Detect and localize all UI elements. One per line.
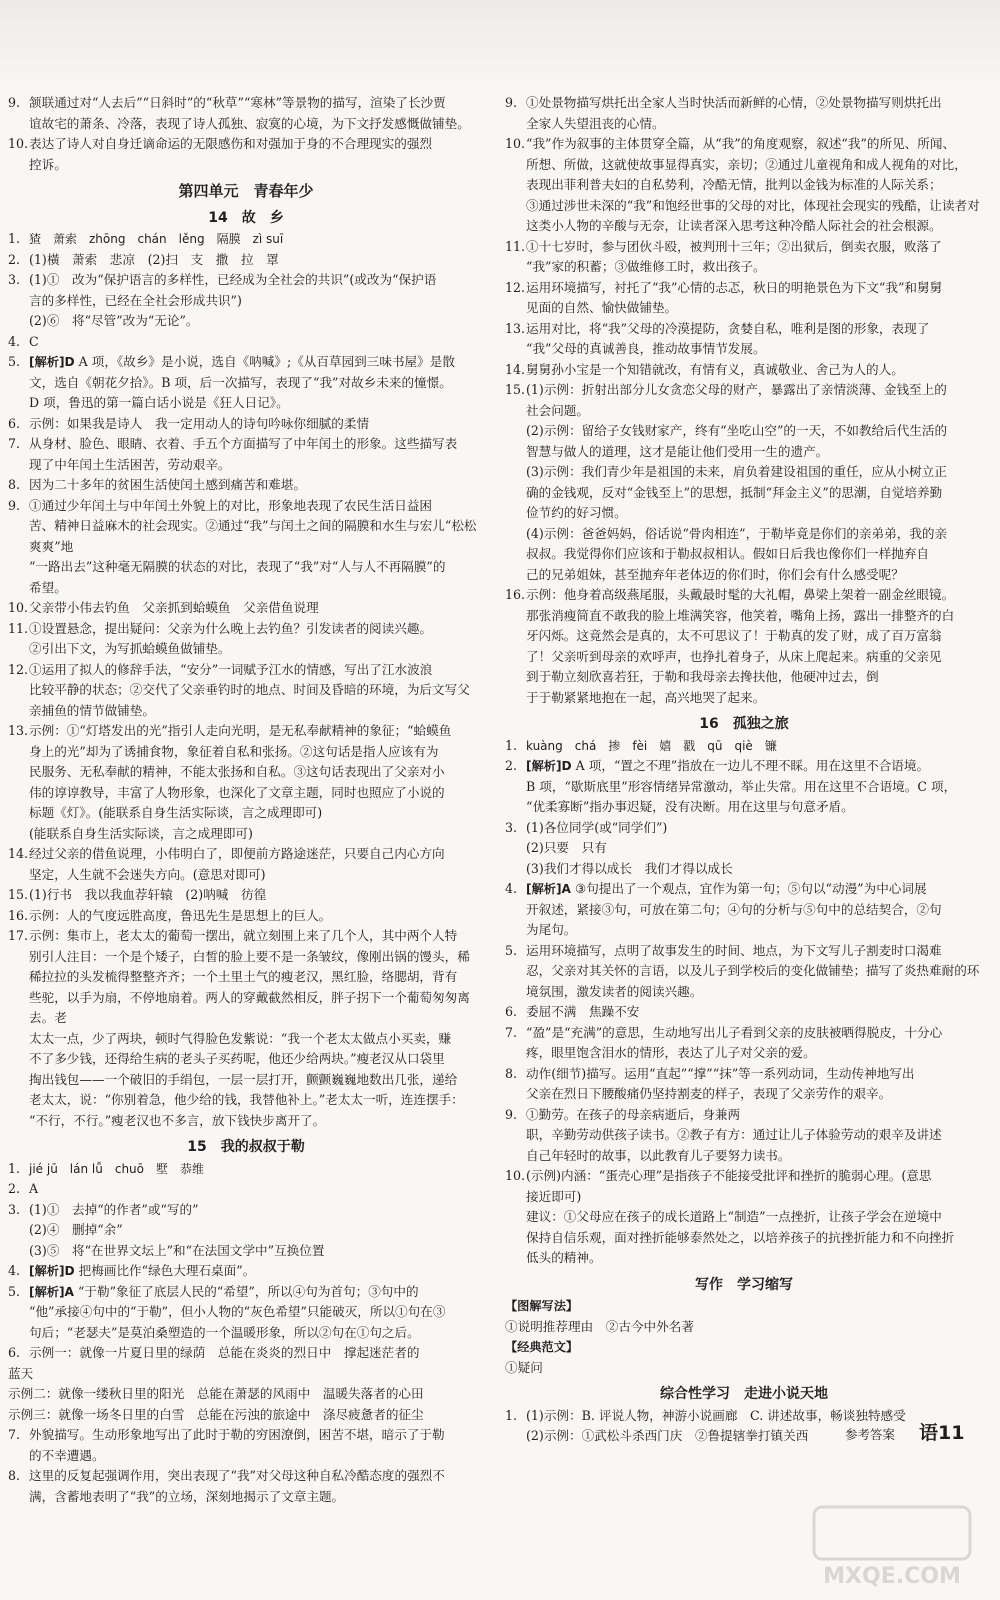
item-text: (1)① 去掉“的作者”或“写的”: [29, 1201, 199, 1217]
continuation-line: 己的兄弟姐妹，甚至抛弃年老体迈的你们时，你们会有什么感受呢？: [526, 566, 904, 582]
continuation-line: 些驼，以手为扇，不停地扇着。两人的穿戴截然相反，胖子拐下一个葡萄匆匆离去。老: [29, 989, 470, 1025]
section-heading: 16 孤独之旅: [699, 716, 789, 732]
continuation-line: 亲捕鱼的情节做铺垫。: [29, 702, 155, 718]
continuation-line: “我”父母的真诚善良，推动故事情节发展。: [526, 341, 766, 356]
item-text: 颔联通过对“人去后”“日斜时”的“秋草”“寒林”等景物的描写，渲染了长沙贾: [29, 95, 446, 110]
continuation-line: 掏出钱包——一个破旧的手绢包，一层一层打开，颤颤巍巍地数出几张，递给: [29, 1071, 458, 1087]
item-number: 16.: [8, 907, 29, 923]
item-text: (1)行书 我以我血荐轩辕 (2)呐喊 彷徨: [29, 887, 267, 902]
item-text-wrap: [29, 270, 484, 291]
item-text-wrap: [29, 250, 484, 271]
analysis-tag: [解析]D: [29, 1264, 75, 1278]
analysis-tag: [解析]A: [29, 1284, 74, 1299]
continuation-line: 伟的谆谆教导，丰富了人物形象，也深化了文章主题，同时也照应了小说的: [29, 784, 445, 800]
item-number: 3.: [505, 819, 518, 835]
continuation-line: 全家人失望沮丧的心情。: [526, 115, 665, 131]
continuation-line: 开叙述，紧接③句，可放在第二句；④句的分析与⑤句中的总结契合，②句: [526, 901, 942, 917]
section-heading: 14 故 乡: [208, 209, 284, 226]
item-text: ①勤劳。在孩子的母亲病逝后，身兼两: [526, 1106, 741, 1122]
item-number: 9.: [8, 497, 21, 513]
answer-item: [8, 496, 484, 517]
answer-item: [8, 844, 484, 865]
item-text-wrap: [29, 134, 484, 155]
item-text-wrap: [526, 879, 983, 900]
item-number: 2.: [8, 251, 21, 267]
continuation-line: 希望。: [29, 579, 67, 595]
item-text: ①十七岁时，参与团伙斗殴，被判刑十三年；②出狱后，倒卖衣服，败落了: [526, 238, 942, 254]
item-text: 运用环境描写，衬托了“我”心情的忐忑，秋日的明艳景色为下文“我”和舅舅: [526, 279, 943, 295]
answer-item: [8, 332, 484, 353]
answer-item: [8, 93, 484, 114]
continuation-line: (2)⑥ 将“尽管”改为“无论”。: [29, 313, 199, 328]
item-number: 11.: [8, 620, 29, 636]
item-text: 外貌描写。生动形象地写出了此时于勒的穷困潦倒，困苦不堪，暗示了于勒: [29, 1427, 445, 1442]
answer-item: [8, 250, 484, 271]
continuation-line: 智慧与做人的道理，这才是能让他们受用一生的遗产。: [526, 443, 829, 459]
continuation-line: 建议：①父母应在孩子的成长道路上“制造”一点挫折，让孩子学会在逆境中: [526, 1209, 942, 1224]
continuation-line: 俭节约的好习惯。: [526, 505, 627, 520]
continuation-line: 示例三：就像一场冬日里的白雪 总能在污浊的旅途中 涤尽疲惫者的征尘: [8, 1406, 424, 1422]
continuation-line: 表现出菲利普夫妇的自私势利，冷酷无情，批判以金钱为标准的人际关系；: [526, 177, 942, 192]
item-text: 示例：①“灯塔发出的光”指引人走向光明，是无私奉献精神的象征；“蛤蟆鱼: [29, 723, 452, 738]
continuation-line: (2)示例：留给子女钱财家产，终有“坐吃山空”的一天，不如教给后代生活的: [526, 423, 948, 438]
item-text-wrap: [526, 1064, 983, 1085]
continuation-line: D 项，鲁迅的第一篇白话小说是《狂人日记》。: [29, 395, 289, 410]
item-text-wrap: [526, 756, 983, 777]
continuation-line: 低头的精神。: [526, 1250, 602, 1265]
answer-item: [8, 721, 484, 742]
item-number: 3.: [8, 1201, 21, 1217]
answer-item: [8, 598, 484, 619]
continuation-line: 牙闪烁。这竟然会是真的，太不可思议了！于勒真的发了财，成了百万富翁: [526, 628, 942, 643]
continuation-line: 句后；“老瑟夫”是莫泊桑塑造的一个温暖形象，所以②句在①句之后。: [29, 1324, 420, 1340]
item-text: (1)各位同学(或“同学们”): [526, 819, 668, 835]
continuation-line: 太太一点，少了两块，顿时气得脸色发紫说：“我一个老太太做点小买卖，赚: [29, 1030, 452, 1046]
item-number: 4.: [8, 1263, 21, 1278]
continuation-line: 谊故宅的萧条、冷落，表现了诗人孤独、寂寞的心境，为下文抒发感慨做铺垫。: [29, 115, 470, 131]
item-text-wrap: [29, 352, 484, 373]
item-text-wrap: [29, 885, 484, 906]
item-text: “于勒”象征了底层人民的“希望”，所以④句为首句；③句中的: [77, 1283, 419, 1299]
item-number: 17.: [8, 928, 29, 943]
item-text: 把梅画比作“绿色大理石桌面”。: [78, 1263, 256, 1278]
item-number: 3.: [8, 272, 21, 287]
unit-heading: 第四单元 青春年少: [178, 182, 314, 200]
item-text: ①运用了拟人的修辞手法，“安分”一词赋予江水的情感，写出了江水波浪: [29, 661, 433, 677]
continuation-line: 自己年轻时的故事，以此教育儿子要努力读书。: [526, 1147, 791, 1163]
item-text-wrap: [29, 1466, 484, 1487]
item-text-wrap: [29, 619, 484, 640]
continuation-line: 保持自信乐观，面对挫折能够泰然处之，以培养孩子的抗挫折能力和不向挫折: [526, 1229, 955, 1245]
item-text: 运用对比，将“我”父母的冷漠提防，贪婪自私，唯利是图的形象，表现了: [526, 320, 930, 336]
item-number: 8.: [505, 1065, 518, 1081]
answer-item: [8, 414, 484, 435]
item-number: 15.: [8, 887, 29, 902]
item-text: (1)① 改为“保护语言的多样性，已经成为全社会的共识”(或改为“保护语: [29, 272, 437, 287]
answer-item: [505, 1023, 983, 1044]
item-text-wrap: [29, 434, 484, 455]
item-number: 4.: [8, 333, 21, 349]
continuation-line: (3)示例：我们青少年是祖国的未来，肩负着建设祖国的重任，应从小树立正: [526, 464, 947, 479]
item-number: 13.: [8, 723, 29, 738]
answer-item: [505, 818, 983, 839]
item-text-wrap: [29, 1425, 484, 1446]
answer-item: [8, 1343, 484, 1364]
item-number: 4.: [505, 881, 518, 896]
item-text-wrap: [526, 736, 983, 757]
continuation-line: (4)示例：爸爸妈妈，俗话说“骨肉相连”，于勒毕竟是你们的亲弟弟，我的亲: [526, 525, 948, 541]
answer-item: [505, 380, 983, 401]
item-number: 9.: [505, 1106, 518, 1122]
continuation-line: 确的金钱观，反对“金钱至上”的思想，抵制“拜金主义”的思潮，自觉培养勤: [526, 484, 943, 500]
continuation-line: 忍，父亲对其关怀的言语，以及儿子到学校后的变化做铺垫；描写了炎热难耐的环: [526, 963, 980, 978]
answer-item: [505, 278, 983, 299]
answer-item: [505, 237, 983, 258]
item-number: 9.: [8, 95, 21, 110]
item-number: 10.: [505, 1168, 526, 1183]
item-text: 从身材、脸色、眼睛、衣着、手五个方面描写了中年闰土的形象。这些描写表: [29, 436, 458, 451]
item-text-wrap: [526, 93, 983, 114]
item-text-wrap: [526, 319, 983, 340]
continuation-line: 满，含蓄地表明了“我”的立场，深刻地揭示了文章主题。: [29, 1488, 345, 1504]
item-text-wrap: [29, 229, 484, 250]
item-number: 5.: [8, 354, 21, 369]
answer-item: [505, 319, 983, 340]
item-text: 委屈不满 焦躁不安: [526, 1004, 640, 1019]
continuation-line: “我”家的积蓄；③做维修工时，救出孩子。: [526, 259, 766, 274]
item-text: (1)示例：B. 评说人物，神游小说画廊 C. 讲述故事，畅谈独特感受: [526, 1407, 906, 1423]
answer-item: [8, 885, 484, 906]
continuation-line: 身上的光”却为了诱捕食物，象征着自私和张扬。②这句话是指人应该有为: [29, 743, 439, 759]
item-text-wrap: [526, 1002, 983, 1023]
answer-item: [8, 434, 484, 455]
continuation-line: (2)只要 只有: [526, 840, 607, 855]
page-footer: [845, 1418, 964, 1445]
watermark-text: MXQE.COM: [823, 1564, 961, 1589]
item-number: 6.: [505, 1004, 518, 1019]
item-number: 14.: [505, 361, 526, 377]
item-text: (1)橫 萧索 悲凉 (2)扫 支 撒 拉 罩: [29, 251, 279, 267]
continuation-line: 比较平静的状态；②交代了父亲垂钓时的地点、时间及昏暗的环境，为后文写父: [29, 682, 470, 697]
item-text-wrap: [526, 1166, 983, 1187]
item-text: 示例：如果我是诗人 我一定用动人的诗句吟咏你细腻的柔情: [29, 415, 370, 431]
item-text-wrap: [29, 1159, 484, 1180]
item-text: 父亲带小伟去钓鱼 父亲抓到蛤蟆鱼 父亲借鱼说理: [29, 600, 319, 615]
continuation-line: 见面的自然、愉快做铺垫。: [526, 300, 678, 315]
answer-item: [8, 1179, 484, 1200]
item-text-wrap: [29, 332, 484, 353]
item-text: A 项，《故乡》是小说，选自《呐喊》;《从百草园到三味书屋》是散: [78, 354, 455, 369]
item-number: 2.: [8, 1181, 21, 1196]
analysis-tag: [解析]D: [526, 759, 572, 773]
item-number: 6.: [8, 415, 21, 431]
item-number: 10.: [8, 600, 29, 615]
continuation-line: 文，选自《朝花夕拾》。B 项，后一次描写，表现了“我”对故乡未来的憧憬。: [29, 374, 452, 390]
item-text-wrap: [29, 1200, 484, 1221]
continuation-line: 控诉。: [29, 156, 67, 172]
item-number: 5.: [8, 1283, 21, 1299]
item-number: 16.: [505, 587, 526, 602]
item-number: 1.: [8, 231, 21, 246]
subsection-heading: 【经典范文】: [505, 1340, 579, 1354]
item-number: 7.: [8, 1427, 21, 1442]
continuation-line: 叔叔。我觉得你们应该和于勒叔叔相认。假如日后我也像你们一样抛弃自: [526, 546, 929, 561]
continuation-line: (2)示例：①武松斗杀西门庆 ②鲁提辖拳打镇关西: [526, 1428, 809, 1443]
item-number: 13.: [505, 320, 526, 336]
item-text: 示例：集市上，老太太的葡萄一摆出，就立刻围上来了几个人，其中两个人特: [29, 928, 458, 943]
item-text: 示例一：就像一片夏日里的绿荫 总能在炎炎的烈日中 撑起迷茫者的: [29, 1345, 420, 1360]
item-text: 运用环境描写，点明了故事发生的时间、地点，为下文写儿子割麦时口渴难: [526, 942, 942, 958]
continuation-line: 现了中年闰土生活困苦，劳动艰辛。: [29, 456, 231, 472]
answer-item: [8, 134, 484, 155]
item-text-wrap: [29, 93, 484, 114]
item-text: “盈”是“充满”的意思，生动地写出儿子看到父亲的皮肤被晒得脱皮，十分心: [526, 1024, 943, 1040]
item-text-wrap: [526, 1023, 983, 1044]
continuation-line: 的不幸遭遇。: [29, 1447, 105, 1463]
item-number: 11.: [505, 238, 526, 254]
continuation-line: “他”承接④句中的“于勒”，但小人物的“灰色希望”只能破灭，所以①句在③: [29, 1304, 446, 1319]
footer-label: 参考答案: [845, 1427, 896, 1442]
item-text-wrap: [526, 134, 983, 155]
continuation-line: 民服务、无私奉献的精神，不能太张扬和自私。③这句话表现出了父亲对小: [29, 764, 445, 779]
continuation-line: B 项，“歇斯底里”形容情绪异常激动，举止失常。用在这里不合语境。C 项，: [526, 778, 957, 794]
answer-item: [8, 906, 484, 927]
continuation-line: 社会问题。: [526, 402, 589, 418]
item-text: (1)示例：折射出部分儿女贪恋父母的财产，暴露出了亲情淡薄、金钱至上的: [526, 382, 947, 397]
continuation-line: 这类小人物的辛酸与无奈，让读者深入思考这种冷酷人际社会的社会根源。: [526, 218, 942, 233]
answer-item: [8, 1200, 484, 1221]
continuation-line: 接近即可): [526, 1188, 582, 1204]
item-text: (示例)内涵：“蛋壳心理”是指孩子不能接受批评和挫折的脆弱心理。(意思: [526, 1168, 932, 1183]
item-number: 9.: [505, 95, 518, 110]
item-text: 因为二十多年的贫困生活使闰土感到痛苦和难堪。: [29, 477, 307, 492]
answer-item: [8, 352, 484, 373]
section-heading: 15 我的叔叔于勒: [187, 1139, 305, 1155]
continuation-line: (3)⑤ 将“在世界文坛上”和“在法国文学中”互换位置: [29, 1242, 325, 1258]
item-text-wrap: [526, 360, 983, 381]
item-text: ③句提出了一个观点，宜作为第一句；⑤句以“动漫”为中心词展: [574, 881, 927, 896]
item-text-wrap: [526, 237, 983, 258]
continuation-line: 所想、所做，这就使故事显得真实，亲切；②通过儿童视角和成人视角的对比，: [526, 156, 967, 172]
section-heading: 综合性学习 走进小说天地: [660, 1386, 828, 1402]
answer-item: [505, 941, 983, 962]
item-text-wrap: [526, 380, 983, 401]
item-text: 这里的反复起强调作用，突出表现了“我”对父母这种自私冷酷态度的强烈不: [29, 1468, 445, 1483]
item-number: 7.: [8, 436, 21, 451]
section-heading: 写作 学习缩写: [695, 1276, 793, 1293]
continuation-line: 了！父亲听到母亲的欢呼声，也挣扎着身子，从床上爬起来。病重的父亲见: [526, 648, 942, 664]
item-text: 示例：他身着高级燕尾服，头戴最时髦的大礼帽，鼻梁上架着一副金丝眼镜。: [526, 587, 955, 602]
item-text-wrap: [526, 278, 983, 299]
continuation-line: (能联系自身生活实际谈，言之成理即可): [29, 825, 253, 841]
item-text-wrap: [29, 906, 484, 927]
continuation-line: 那张消瘦简直不敢我的脸上堆满笑容，他笑着，嘴角上扬，露出一排整齐的白: [526, 607, 955, 623]
continuation-line: 于于勒紧紧地抱在一起，高兴地哭了起来。: [526, 689, 766, 705]
item-number: 12.: [8, 661, 29, 677]
answer-item: [505, 879, 983, 900]
item-text-wrap: [29, 926, 484, 947]
left-column: [8, 93, 484, 1507]
item-text: 经过父亲的借鱼说理，小伟明白了，即便前方路途迷茫，只要自己内心方向: [29, 846, 445, 861]
answer-item: [8, 1425, 484, 1446]
item-number: 5.: [505, 942, 518, 958]
continuation-line: 不了多少钱，还得给生病的老头子买药呢，他还少给两块。”瘦老汉从口袋里: [29, 1051, 445, 1066]
answer-item: [505, 1064, 983, 1085]
item-text-wrap: [29, 414, 484, 435]
continuation-line: 苦、精神日益麻木的社会现实。②通过“我”与闰土之间的隔膜和水生与宏儿“松松爽爽”地: [29, 518, 477, 554]
item-text-wrap: [526, 585, 983, 606]
answer-item: [505, 360, 983, 381]
continuation-line: “一路出去”这种毫无隔膜的状态的对比，表现了“我”对“人与人不再隔膜”的: [29, 559, 446, 574]
item-text-wrap: [29, 1343, 484, 1364]
continuation-line: 标题《灯》。(能联系自身生活实际谈，言之成理即可): [29, 805, 323, 820]
item-number: 1.: [8, 1160, 21, 1176]
answer-item: [505, 1166, 983, 1187]
item-number: 2.: [505, 758, 518, 773]
continuation-line: 示例二：就像一缕秋日里的阳光 总能在萧瑟的风雨中 温暖失落者的心田: [8, 1386, 424, 1401]
continuation-line: “优柔寡断”指办事迟疑，没有决断。用在这里与句意矛盾。: [526, 799, 854, 814]
continuation-line: 言的多样性，已经在全社会形成共识”): [29, 292, 242, 308]
analysis-tag: [解析]D: [29, 355, 75, 369]
continuation-line: 蓝天: [8, 1365, 34, 1381]
continuation-line: (3)我们才得以成长 我们才得以成长: [526, 860, 733, 876]
answer-item: [8, 1282, 484, 1303]
item-number: 14.: [8, 846, 29, 861]
item-text: kuàng chá 掺 fèi 嬉 戳 qū qiè 镰: [526, 738, 777, 753]
continuation-line: 境氛围，激发读者的阅读兴趣。: [526, 983, 703, 999]
item-text: jié jū lán lǚ chuō 墅 恭维: [29, 1161, 205, 1176]
continuation-line: ②引出下文，为写抓蛤蟆鱼做铺垫。: [29, 641, 231, 656]
item-text-wrap: [29, 660, 484, 681]
item-text: ①处景物描写烘托出全家人当时快活而新鲜的心情，②处景物描写则烘托出: [526, 95, 942, 110]
item-text-wrap: [526, 941, 983, 962]
answer-item: [505, 736, 983, 757]
continuation-line: 别引人注目：一个是个矮子，白皙的脸上要不是一条皱纹，像刚出锅的馒头，稀: [29, 948, 470, 964]
continuation-line: 到于勒立刻欣喜若狂，于勒和我母亲去搀扶他，他硬冲过去，倒: [526, 669, 879, 684]
continuation-line: “不行，不行。”瘦老汉也不多言，放下钱快步离开了。: [29, 1112, 326, 1128]
answer-item: [8, 926, 484, 947]
answer-item: [8, 270, 484, 291]
item-text: A 项，“置之不理”指放在一边儿不理不睬。用在这里不合语境。: [575, 758, 930, 773]
continuation-line: 坚定，人生就不会迷失方向。(意思对即可): [29, 866, 266, 882]
answer-item: [505, 756, 983, 777]
item-text: C: [29, 333, 39, 349]
answer-item: [8, 619, 484, 640]
item-text-wrap: [526, 1105, 983, 1126]
item-number: 10.: [8, 136, 29, 151]
item-text: 猹 萧索 zhōng chán lěng 隔膜 zì suī: [29, 232, 284, 246]
answer-item: [8, 229, 484, 250]
item-text-wrap: [29, 1282, 484, 1303]
item-text: 表达了诗人对自身迁谪命运的无限感伤和对强加于身的不合理现实的强烈: [29, 136, 432, 151]
item-number: 6.: [8, 1345, 21, 1360]
answer-item: [8, 660, 484, 681]
answer-item: [505, 1002, 983, 1023]
item-number: 1.: [505, 1407, 518, 1423]
item-text-wrap: [29, 844, 484, 865]
answer-item: [505, 134, 983, 155]
item-number: 1.: [505, 737, 518, 753]
answer-item: [505, 1105, 983, 1126]
item-number: 12.: [505, 279, 526, 295]
continuation-line: 稀拉拉的头发梳得整整齐齐；一个土里土气的瘦老汉，黑红脸，络腮胡，背有: [29, 969, 458, 984]
continuation-line: ①疑问: [505, 1359, 543, 1375]
continuation-line: ①说明推荐理由 ②古今中外名著: [505, 1318, 694, 1334]
item-text-wrap: [29, 598, 484, 619]
answer-item: [505, 585, 983, 606]
continuation-line: 父亲在烈日下腰酸痛仍坚持割麦的样子，表现了父亲劳作的艰辛。: [526, 1086, 892, 1101]
continuation-line: 为尾句。: [526, 922, 577, 937]
continuation-line: (2)④ 删掉“余”: [29, 1222, 123, 1237]
item-number: 15.: [505, 382, 526, 397]
top-shading: [0, 0, 1000, 90]
answer-item: [505, 93, 983, 114]
continuation-line: 老太太，说：“你别着急，他少给的钱，我替他补上。”老太太一听，连连摆手：: [29, 1092, 464, 1107]
item-number: 7.: [505, 1024, 518, 1040]
answer-item: [8, 1261, 484, 1282]
item-text: 动作(细节)描写。运用“直起”“撑”“抹”等一系列动词，生动传神地写出: [526, 1065, 915, 1081]
subsection-heading: 【图解写法】: [505, 1299, 579, 1313]
item-text-wrap: [29, 1261, 484, 1282]
item-text: ①设置悬念，提出疑问：父亲为什么晚上去钓鱼？引发读者的阅读兴趣。: [29, 620, 432, 636]
page-number: 语11: [919, 1422, 965, 1444]
item-text-wrap: [29, 1179, 484, 1200]
watermark-logo: [812, 1505, 972, 1591]
continuation-line: 职，辛勤劳动供孩子读书。②教子有方：通过让儿子体验劳动的艰辛及讲述: [526, 1127, 942, 1142]
item-text-wrap: [29, 496, 484, 517]
item-text: 舅舅孙小宝是一个知错就改，有情有义，真诚敬业、舍己为人的人。: [526, 361, 904, 377]
continuation-line: ③通过涉世未深的“我”和饱经世事的父母的对比，体现社会现实的残酷，让读者对: [526, 197, 980, 213]
item-number: 8.: [8, 477, 21, 492]
analysis-tag: [解析]A: [526, 882, 571, 896]
item-text: “我”作为叙事的主体贯穿全篇，从“我”的角度观察，叙述“我”的所见、所闻、: [526, 136, 956, 151]
item-text: 示例：人的气度远胜高度，鲁迅先生是思想上的巨人。: [29, 907, 332, 923]
item-text-wrap: [29, 475, 484, 496]
item-text-wrap: [526, 818, 983, 839]
item-text: A: [29, 1181, 39, 1196]
item-text: ①通过少年闰土与中年闰土外貌上的对比，形象地表现了农民生活日益困: [29, 497, 432, 513]
item-number: 10.: [505, 136, 526, 151]
continuation-line: 疼，眼里饱含泪水的情形，表达了儿子对父亲的爱。: [526, 1045, 816, 1060]
item-number: 8.: [8, 1468, 21, 1483]
right-column: [505, 93, 983, 1447]
answer-item: [8, 1159, 484, 1180]
answer-item: [8, 1466, 484, 1487]
answer-item: [8, 475, 484, 496]
item-text-wrap: [29, 721, 484, 742]
